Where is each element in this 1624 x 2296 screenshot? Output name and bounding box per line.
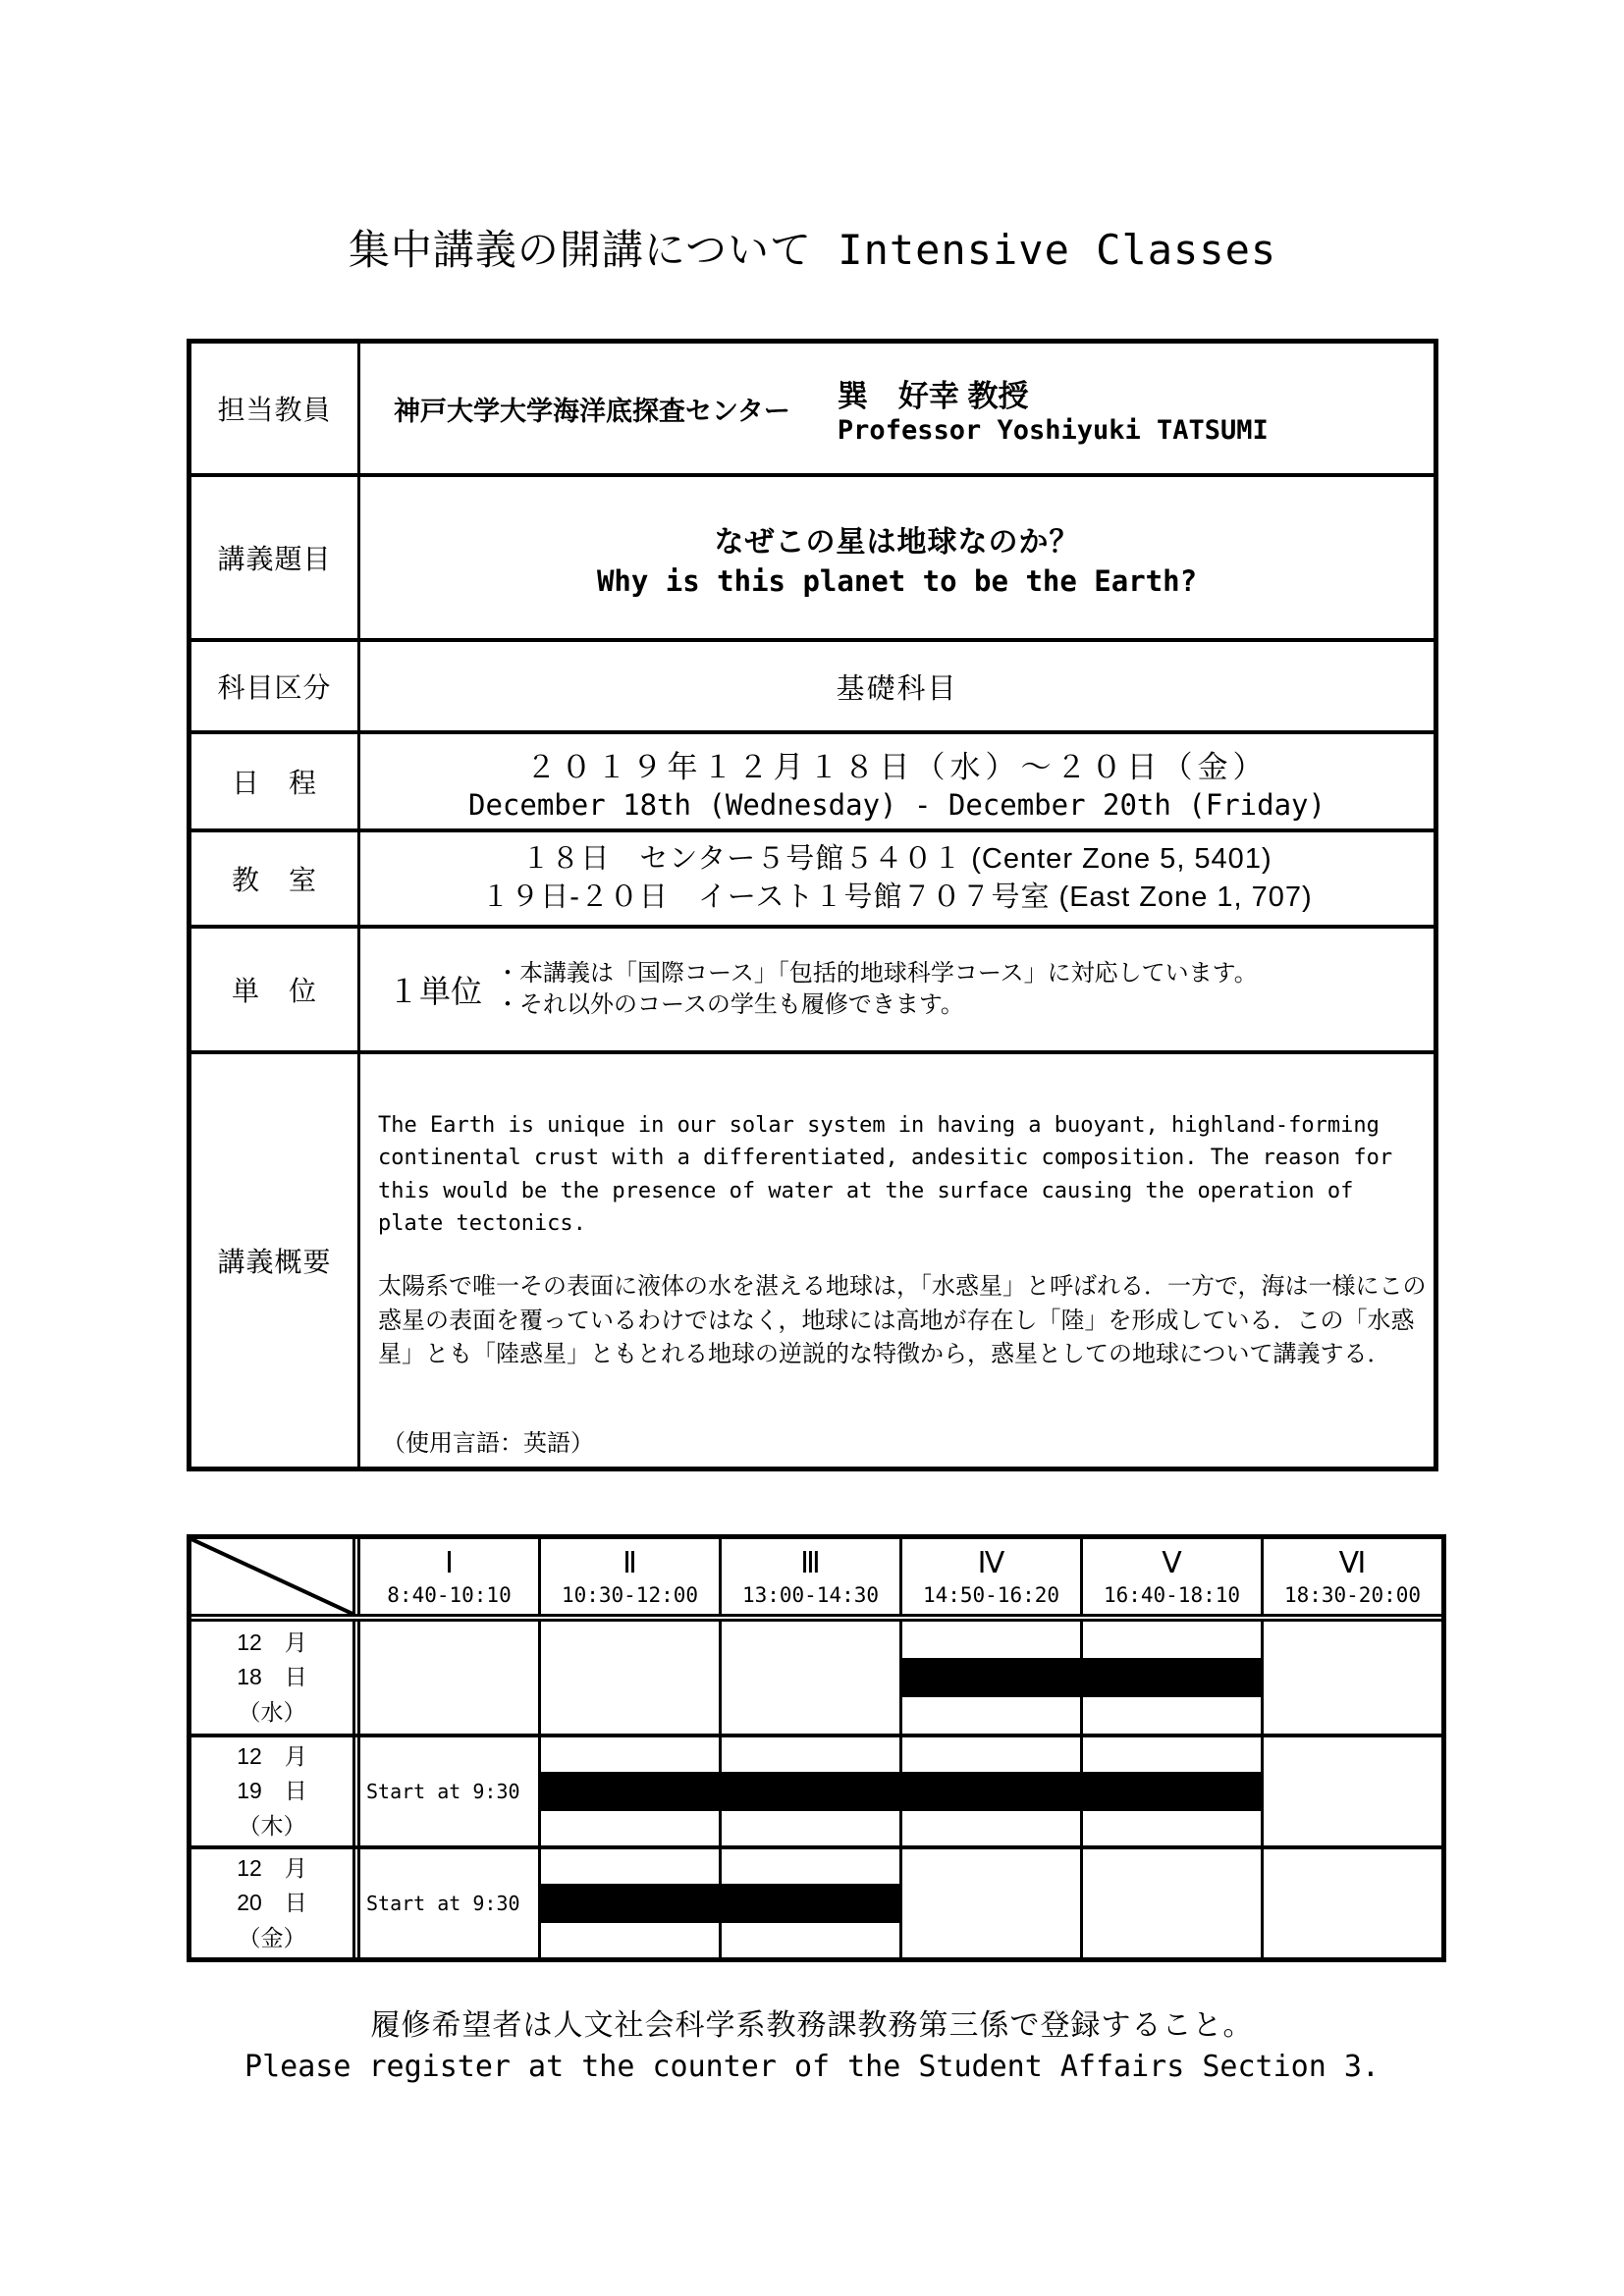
instructor-name-ja: 巽 好幸 教授: [837, 379, 1029, 413]
timetable-corner-cell: [191, 1539, 360, 1614]
row-classroom: [191, 828, 1434, 925]
period-numeral: Ⅱ: [623, 1546, 637, 1579]
row-lecture-title: [191, 473, 1434, 638]
date-day: 19 日: [237, 1778, 307, 1804]
outline-content: [360, 1054, 1448, 1467]
dates-ja: ２０１９年１２月１８日（水）～２０日（金）: [525, 749, 1269, 784]
period-time: 16:40-18:10: [1103, 1582, 1241, 1607]
period-time: 10:30-12:00: [561, 1582, 699, 1607]
subject-category-value: 基礎科目: [836, 672, 958, 705]
period-numeral: Ⅵ: [1338, 1546, 1367, 1579]
start-note: Start at 9:30: [366, 1892, 520, 1915]
row-dates: [191, 730, 1434, 828]
row-label-instructor: 担当教員: [191, 344, 360, 473]
row-label-lecture-title: 講義題目: [191, 477, 360, 638]
outline-language-note: （使用言語：英語）: [382, 1430, 594, 1458]
period-cell: [1080, 1849, 1261, 1957]
outline-paragraph-ja: 太陽系で唯一その表面に液体の水を湛える地球は，「水惑星」と呼ばれる．一方で，海は一様にこの惑星の表面を覆っているわけではなく，地球には高地が存在し「陸」を形成している．この「水惑星」とも「陸惑星」ともとれる地球の逆説的な特徴から，惑星としての地球について講義する．: [378, 1272, 1427, 1368]
period-numeral: Ⅲ: [800, 1546, 821, 1579]
classroom-line1: １８日 センター５号館５４０１ (Center Zone 5, 5401): [521, 842, 1272, 875]
date-day: 18 日: [237, 1664, 307, 1690]
period-cell: [538, 1622, 719, 1734]
period-header-6: [1261, 1539, 1441, 1614]
classroom-content: [360, 832, 1434, 925]
period-time: 13:00-14:30: [741, 1582, 880, 1607]
timetable-header-cells: [360, 1539, 1441, 1614]
footer-text-en: Please register at the counter of the Student Affairs Section 3.: [244, 2050, 1380, 2084]
class-period-bar: [541, 1884, 901, 1923]
credits-content: [360, 929, 1434, 1050]
dates-content: [360, 734, 1434, 828]
credits-note-1: ・本講義は「国際コース」「包括的地球科学コース」に対応しています。: [496, 959, 1258, 987]
period-time: 14:50-16:20: [922, 1582, 1060, 1607]
row-outline: [191, 1050, 1434, 1467]
row-label-classroom: 教 室: [191, 832, 360, 925]
row-label-outline: 講義概要: [191, 1054, 360, 1467]
row-credits: [191, 925, 1434, 1050]
subject-category-content: [360, 642, 1434, 730]
period-cell: [1261, 1737, 1441, 1845]
date-cell-dec20: [191, 1849, 360, 1957]
period-cell: [719, 1622, 899, 1734]
row-label-credits: 単 位: [191, 929, 360, 1050]
timetable-cells-dec19: [360, 1737, 1441, 1845]
period-numeral: Ⅴ: [1162, 1546, 1182, 1579]
period-time: 18:30-20:00: [1283, 1582, 1422, 1607]
lecture-title-en: Why is this planet to be the Earth?: [596, 564, 1198, 598]
timetable-cells-dec18: [360, 1622, 1441, 1734]
period-header-4: [899, 1539, 1080, 1614]
classroom-line2: １９日-２０日 イースト１号館７０７号室 (East Zone 1, 707): [481, 881, 1313, 913]
period-cell: [1261, 1849, 1441, 1957]
outline-paragraph-en: The Earth is unique in our solar system in having a buoyant, highland-forming continental crust with a differentiated, andesitic composition. The reason for this would be the presence of water at the surface causing the operation of plate tectonics.: [378, 1113, 1393, 1237]
instructor-name-block: [838, 371, 1269, 446]
start-note: Start at 9:30: [366, 1780, 520, 1803]
timetable: [187, 1534, 1446, 1962]
date-weekday: （水）: [238, 1698, 306, 1725]
period-cell: [1261, 1622, 1441, 1734]
lecture-title-ja: なぜこの星は地球なのか？: [714, 526, 1080, 559]
date-month: 12 月: [237, 1854, 307, 1881]
period-header-2: [538, 1539, 719, 1614]
period-cell: [899, 1849, 1080, 1957]
class-period-bar: [541, 1772, 1262, 1811]
instructor-name-en: Professor Yoshiyuki TATSUMI: [837, 415, 1269, 446]
period-header-5: [1080, 1539, 1261, 1614]
diagonal-line: [191, 1539, 352, 1614]
instructor-affiliation: 神戸大学大学海洋底探査センター: [394, 396, 790, 426]
period-header-1: [360, 1539, 538, 1614]
period-numeral: Ⅳ: [977, 1546, 1005, 1579]
lecture-title-content: [360, 477, 1434, 638]
period-cell: [360, 1622, 538, 1734]
course-info-table: [187, 339, 1438, 1471]
period-numeral: Ⅰ: [445, 1546, 454, 1579]
date-weekday: （木）: [238, 1812, 306, 1839]
credits-value: １単位: [388, 974, 483, 1009]
timetable-row-dec18: [191, 1622, 1441, 1734]
dates-en: December 18th (Wednesday) - December 20th (Friday): [468, 787, 1326, 822]
row-instructor: [191, 344, 1434, 473]
row-label-subject-category: 科目区分: [191, 642, 360, 730]
instructor-content: [360, 344, 1434, 473]
credits-note-2: ・それ以外のコースの学生も履修できます。: [496, 991, 964, 1018]
date-day: 20 日: [237, 1890, 307, 1916]
class-period-bar: [901, 1658, 1262, 1697]
timetable-cells-dec20: [360, 1849, 1441, 1957]
registration-footer: [0, 2001, 1624, 2084]
date-cell-dec19: [191, 1737, 360, 1845]
date-cell-dec18: [191, 1622, 360, 1734]
period-header-3: [719, 1539, 899, 1614]
timetable-row-dec19: [191, 1734, 1441, 1845]
row-label-dates: 日 程: [191, 734, 360, 828]
timetable-row-dec20: [191, 1845, 1441, 1957]
date-month: 12 月: [237, 1629, 307, 1655]
period-time: 8:40-10:10: [387, 1582, 512, 1607]
credits-notes: [496, 958, 1360, 1022]
date-month: 12 月: [237, 1742, 307, 1769]
page-title: 集中講義の開講について Intensive Classes: [348, 226, 1277, 274]
timetable-header-row: [191, 1539, 1441, 1622]
row-subject-category: [191, 638, 1434, 730]
footer-text-ja: 履修希望者は人文社会科学系教務課教務第三係で登録すること。: [370, 2009, 1254, 2042]
date-weekday: （金）: [238, 1924, 306, 1950]
